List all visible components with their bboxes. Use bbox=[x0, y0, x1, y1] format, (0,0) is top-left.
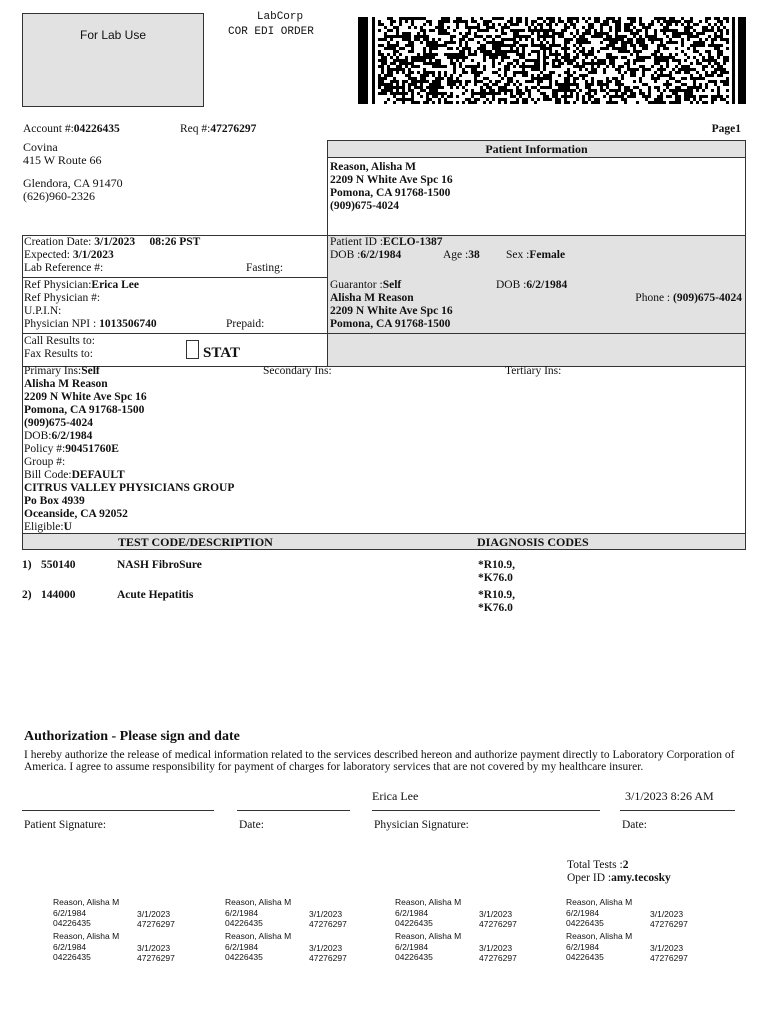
specimen-req: 47276297 bbox=[650, 953, 688, 963]
total-tests: 2 bbox=[622, 859, 629, 871]
diagnosis-code: *R10.9, bbox=[478, 559, 516, 571]
test-description: Acute Hepatitis bbox=[117, 589, 194, 601]
page-number: Page1 bbox=[711, 123, 741, 135]
patient-id: ECLO-1387 bbox=[383, 236, 443, 248]
specimen-patient-name: Reason, Alisha M bbox=[566, 931, 633, 941]
physician-signed-date: 3/1/2023 8:26 AM bbox=[625, 789, 714, 803]
insured-city: Pomona, CA 91768-1500 bbox=[24, 404, 145, 416]
physician-signature-line[interactable] bbox=[372, 810, 600, 811]
specimen-account: 04226435 bbox=[53, 918, 91, 928]
diagnosis-code: *R10.9, bbox=[478, 589, 516, 601]
specimen-label bbox=[225, 931, 385, 963]
creation-time: 08:26 PST bbox=[149, 236, 201, 248]
location-name: Covina bbox=[23, 140, 58, 154]
patient-details: Patient ID :ECLO-1387 DOB :6/2/1984 Age :38 Sex :Female bbox=[330, 236, 566, 261]
group-label: Group #: bbox=[24, 456, 66, 468]
insured-name: Alisha M Reason bbox=[24, 378, 108, 390]
order-dates: Creation Date: 3/1/2023 08:26 PST Expected: 3/1/2023 Lab Reference #: Fasting: bbox=[24, 236, 284, 274]
company-name: LabCorp bbox=[256, 11, 304, 23]
specimen-dob: 6/2/1984 bbox=[225, 942, 259, 952]
specimen-date: 3/1/2023 bbox=[479, 943, 513, 953]
specimen-account: 04226435 bbox=[566, 918, 604, 928]
patient-info-box bbox=[327, 140, 746, 236]
payer-address: Po Box 4939 bbox=[24, 495, 85, 507]
account-label: Account #: bbox=[23, 123, 74, 135]
operator-id: amy.tecosky bbox=[611, 872, 671, 884]
specimen-account: 04226435 bbox=[225, 918, 263, 928]
expected-date: 3/1/2023 bbox=[72, 249, 114, 261]
specimen-req: 47276297 bbox=[650, 919, 688, 929]
patient-dob: 6/2/1984 bbox=[360, 249, 402, 261]
specimen-account: 04226435 bbox=[53, 952, 91, 962]
bill-code: DEFAULT bbox=[71, 469, 125, 481]
patient-signature-label: Patient Signature: bbox=[24, 819, 107, 831]
primary-insurance: Primary Ins:Self Alisha M Reason 2209 N White Ave Spc 16 Pomona, CA 91768-1500 (909)675-4024 DOB:6/2/1984 Policy #:90451760E Group #: Bill Code:DEFAULT CITRUS VALLEY PHYSICIANS GROUP Po Box 4939 Oceanside, CA 92052 Eligible:U bbox=[24, 365, 324, 534]
insured-dob: 6/2/1984 bbox=[51, 430, 93, 442]
specimen-label bbox=[53, 931, 213, 963]
physician-signature-label: Physician Signature: bbox=[374, 819, 469, 831]
guarantor-dob: 6/2/1984 bbox=[526, 279, 568, 291]
insured-phone: (909)675-4024 bbox=[24, 417, 93, 429]
specimen-patient-name: Reason, Alisha M bbox=[395, 897, 462, 907]
patient-info-title: Patient Information bbox=[328, 141, 745, 158]
req-label: Req #: bbox=[180, 123, 211, 135]
patient-date-line[interactable] bbox=[237, 810, 350, 811]
patient-city: Pomona, CA 91768-1500 bbox=[330, 187, 451, 199]
lab-reference-label: Lab Reference #: bbox=[24, 262, 104, 274]
patient-date-label: Date: bbox=[239, 819, 264, 831]
specimen-label bbox=[395, 931, 555, 963]
patient-address: 2209 N White Ave Spc 16 bbox=[330, 174, 453, 186]
authorization-title: Authorization - Please sign and date bbox=[24, 729, 240, 744]
specimen-label bbox=[53, 897, 213, 929]
stat-checkbox[interactable] bbox=[186, 340, 199, 359]
prepaid-label: Prepaid: bbox=[226, 318, 265, 330]
diagnosis-codes-header: DIAGNOSIS CODES bbox=[477, 535, 589, 549]
patient-info-address bbox=[328, 158, 745, 213]
patient-sex: Female bbox=[529, 249, 566, 261]
specimen-patient-name: Reason, Alisha M bbox=[225, 897, 292, 907]
specimen-date: 3/1/2023 bbox=[309, 909, 343, 919]
payer-name: CITRUS VALLEY PHYSICIANS GROUP bbox=[24, 482, 235, 494]
lab-use-label: For Lab Use bbox=[79, 28, 147, 42]
specimen-patient-name: Reason, Alisha M bbox=[395, 931, 462, 941]
specimen-dob: 6/2/1984 bbox=[395, 908, 429, 918]
specimen-date: 3/1/2023 bbox=[137, 909, 171, 919]
specimen-req: 47276297 bbox=[137, 919, 175, 929]
specimen-patient-name: Reason, Alisha M bbox=[53, 897, 120, 907]
specimen-req: 47276297 bbox=[309, 953, 347, 963]
req-number-row bbox=[180, 123, 256, 135]
specimen-date: 3/1/2023 bbox=[309, 943, 343, 953]
test-row-2 bbox=[22, 589, 746, 617]
physician-date-line[interactable] bbox=[620, 810, 735, 811]
policy-number: 90451760E bbox=[65, 443, 119, 455]
specimen-label bbox=[566, 931, 726, 963]
diagnosis-code: *K76.0 bbox=[478, 602, 513, 614]
physician-date-label: Date: bbox=[622, 819, 647, 831]
guarantor-value: Self bbox=[382, 279, 402, 291]
account-address bbox=[23, 141, 123, 203]
test-description: NASH FibroSure bbox=[117, 559, 202, 571]
specimen-req: 47276297 bbox=[137, 953, 175, 963]
specimen-req: 47276297 bbox=[479, 919, 517, 929]
physician-block: Ref Physician:Erica Lee Ref Physician #: U.P.I.N: Physician NPI : 1013506740 Prepaid: bbox=[24, 279, 324, 331]
test-number: 1) bbox=[22, 559, 32, 571]
specimen-req: 47276297 bbox=[309, 919, 347, 929]
grid-divider bbox=[327, 235, 328, 367]
guarantor-name: Alisha M Reason bbox=[330, 292, 414, 304]
specimen-date: 3/1/2023 bbox=[650, 943, 684, 953]
specimen-patient-name: Reason, Alisha M bbox=[566, 897, 633, 907]
tertiary-ins-label: Tertiary Ins: bbox=[505, 365, 562, 377]
specimen-date: 3/1/2023 bbox=[650, 909, 684, 919]
grid-line-1 bbox=[22, 277, 327, 278]
guarantor-phone: (909)675-4024 bbox=[673, 292, 742, 304]
specimen-dob: 6/2/1984 bbox=[53, 942, 87, 952]
physician-npi: 1013506740 bbox=[99, 318, 157, 330]
specimen-label bbox=[566, 897, 726, 929]
specimen-req: 47276297 bbox=[479, 953, 517, 963]
totals-block: Total Tests :2 Oper ID :amy.tecosky bbox=[567, 859, 671, 884]
authorization-text: I hereby authorize the release of medical information related to the services described hereon and authorize payment directly to Laboratory Corporation of America. I agree to assume responsibility for payment of charges for laboratory services that are not covered by my healthcare insurer. bbox=[24, 749, 735, 773]
patient-age: 38 bbox=[468, 249, 480, 261]
specimen-dob: 6/2/1984 bbox=[225, 908, 259, 918]
barcode-image bbox=[358, 17, 746, 104]
order-type: COR EDI ORDER bbox=[228, 26, 314, 38]
fasting-label: Fasting: bbox=[246, 262, 284, 274]
test-row-1 bbox=[22, 559, 746, 587]
specimen-dob: 6/2/1984 bbox=[566, 942, 600, 952]
eligible-value: U bbox=[63, 521, 72, 533]
specimen-date: 3/1/2023 bbox=[137, 943, 171, 953]
account-number: 04226435 bbox=[73, 123, 120, 135]
specimen-patient-name: Reason, Alisha M bbox=[53, 931, 120, 941]
ref-physician: Erica Lee bbox=[91, 279, 139, 291]
test-code: 144000 bbox=[41, 589, 76, 601]
creation-date: 3/1/2023 bbox=[94, 236, 136, 248]
location-address: 415 W Route 66 bbox=[23, 153, 102, 167]
patient-signature-line[interactable] bbox=[22, 810, 214, 811]
guarantor-city: Pomona, CA 91768-1500 bbox=[330, 318, 451, 330]
results-block bbox=[24, 335, 95, 361]
specimen-label bbox=[225, 897, 385, 929]
specimen-label bbox=[395, 897, 555, 929]
guarantor-block: Guarantor :Self DOB :6/2/1984 Alisha M Reason Phone : (909)675-4024 2209 N White Ave Spc 16 Pomona, CA 91768-1500 bbox=[330, 279, 742, 330]
req-number: 47276297 bbox=[210, 123, 257, 135]
secondary-ins-label: Secondary Ins: bbox=[263, 365, 332, 377]
insured-address: 2209 N White Ave Spc 16 bbox=[24, 391, 147, 403]
test-number: 2) bbox=[22, 589, 32, 601]
specimen-account: 04226435 bbox=[566, 952, 604, 962]
call-results-label: Call Results to: bbox=[24, 335, 95, 347]
specimen-dob: 6/2/1984 bbox=[566, 908, 600, 918]
specimen-dob: 6/2/1984 bbox=[53, 908, 87, 918]
location-city: Glendora, CA 91470 bbox=[23, 176, 123, 190]
ref-physician-number-label: Ref Physician #: bbox=[24, 292, 101, 304]
fax-results-label: Fax Results to: bbox=[24, 348, 94, 360]
lab-use-box bbox=[22, 13, 204, 107]
primary-ins-value: Self bbox=[81, 365, 100, 377]
stat-label: STAT bbox=[203, 345, 240, 361]
grid-line-2 bbox=[22, 333, 746, 334]
payer-city: Oceanside, CA 92052 bbox=[24, 508, 128, 520]
physician-signed-name: Erica Lee bbox=[372, 789, 419, 803]
specimen-patient-name: Reason, Alisha M bbox=[225, 931, 292, 941]
test-code: 550140 bbox=[41, 559, 76, 571]
diagnosis-code: *K76.0 bbox=[478, 572, 513, 584]
specimen-account: 04226435 bbox=[395, 952, 433, 962]
upin-label: U.P.I.N: bbox=[24, 305, 62, 317]
patient-phone: (909)675-4024 bbox=[330, 200, 399, 212]
patient-name: Reason, Alisha M bbox=[330, 161, 416, 173]
location-phone: (626)960-2326 bbox=[23, 189, 95, 203]
guarantor-address: 2209 N White Ave Spc 16 bbox=[330, 305, 453, 317]
test-code-header: TEST CODE/DESCRIPTION bbox=[118, 535, 273, 549]
account-number-row bbox=[23, 123, 120, 135]
specimen-date: 3/1/2023 bbox=[479, 909, 513, 919]
specimen-account: 04226435 bbox=[395, 918, 433, 928]
specimen-dob: 6/2/1984 bbox=[395, 942, 429, 952]
specimen-account: 04226435 bbox=[225, 952, 263, 962]
